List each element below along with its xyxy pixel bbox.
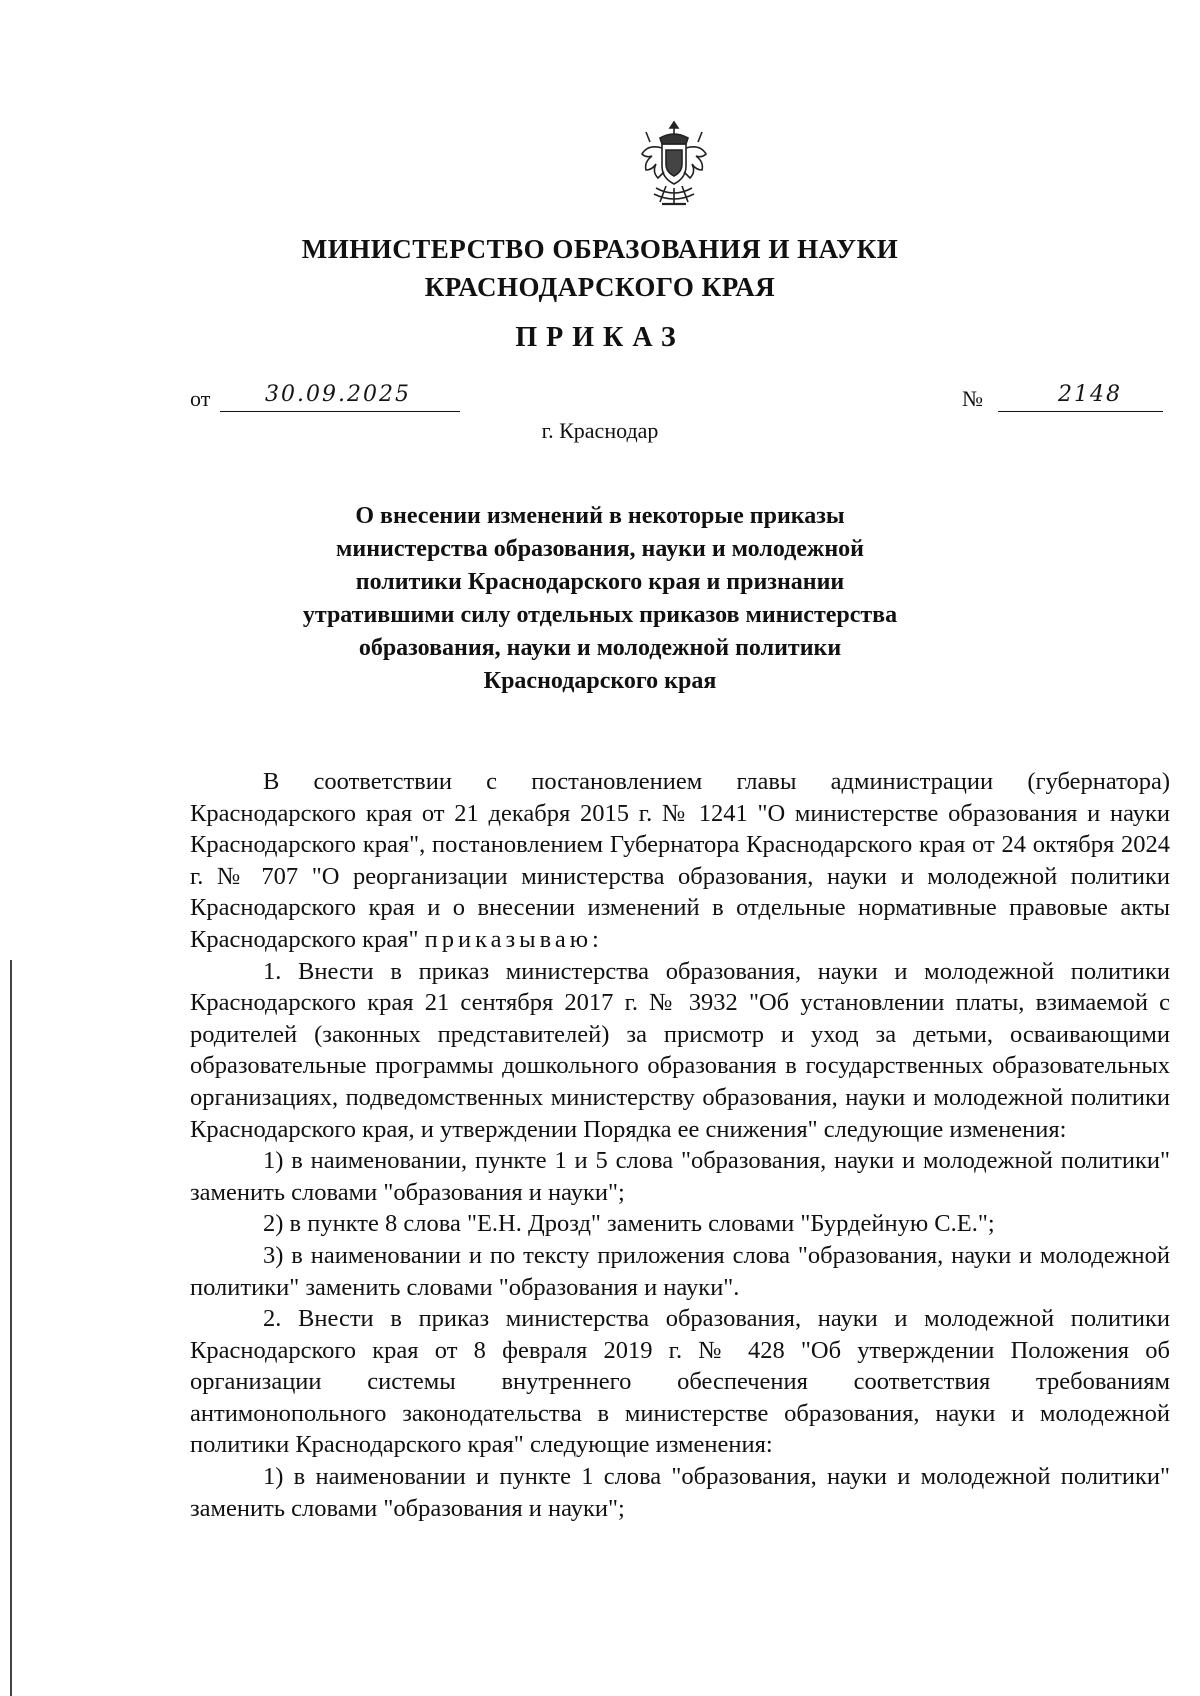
handwritten-date: 30.09.2025 — [265, 382, 411, 407]
scan-margin-line — [10, 960, 12, 1696]
document-type: ПРИКАЗ — [515, 322, 685, 353]
body-paragraph: 2. Внести в приказ министерства образования, науки и молодежной политики Краснодарского края от 8 февраля 2019 г. № 428 "Об утверждении Положения об организации системы внутреннего обеспечения соответствия требованиям антимонопольного законодательства в министерстве образования, науки и молодежной политики Краснодарского края" следующие изменения: — [190, 1305, 1170, 1459]
title-line: Краснодарского края — [483, 668, 717, 694]
date-number-row — [190, 382, 1170, 416]
body-paragraph: 1) в наименовании, пункте 1 и 5 слова "образования, науки и молодежной политики" заменить словами "образования и науки"; — [190, 1147, 1170, 1206]
document-title — [300, 500, 900, 698]
document-body — [190, 766, 1170, 1524]
body-paragraph: 1. Внести в приказ министерства образования, науки и молодежной политики Краснодарского края 21 сентября 2017 г. № 3932 "Об установлении платы, взимаемой с родителей (законных представителей) за присмотр и уход за детьми, осваивающими образовательные программы дошкольного образования в государственных образовательных организациях, подведомственных министерству образования, науки и молодежной политики Краснодарского края, и утверждении Порядка ее снижения" следующие изменения: — [190, 957, 1170, 1143]
intro-paragraph — [190, 766, 1170, 956]
ministry-line-2: КРАСНОДАРСКОГО КРАЯ — [424, 272, 776, 302]
title-line: утратившими силу отдельных приказов министерства — [302, 602, 898, 628]
title-line: политики Краснодарского края и признании — [355, 569, 845, 595]
number-field — [998, 382, 1163, 412]
intro-text: В соответствии с постановлением главы администрации (губернатора) Краснодарского края от 21 декабря 2015 г. № 1241 "О министерстве образования и науки Краснодарского края", постановлением Губернатора Краснодарского края от 24 октября 2024 г. № 707 "О реорганизации министерства образования, науки и молодежной политики Краснодарского края и о внесении изменений в отдельные нормативные правовые акты Краснодарского края" — [190, 768, 1170, 953]
body-paragraph: 3) в наименовании и по тексту приложения слова "образования, науки и молодежной политики" заменить словами "образования и науки". — [190, 1241, 1170, 1301]
title-line: О внесении изменений в некоторые приказы — [355, 503, 845, 529]
coat-of-arms-icon — [636, 118, 712, 210]
ministry-line-1: МИНИСТЕРСТВО ОБРАЗОВАНИЯ И НАУКИ — [301, 234, 899, 264]
body-paragraph: 1) в наименовании и пункте 1 слова "образования, науки и молодежной политики" заменить словами "образования и науки"; — [190, 1463, 1170, 1522]
date-field — [220, 382, 460, 412]
handwritten-number: 2148 — [1058, 382, 1122, 407]
city: г. Краснодар — [541, 418, 659, 443]
ministry-name — [0, 230, 1200, 306]
number-label: № — [962, 386, 983, 411]
order-word: приказываю: — [424, 925, 603, 953]
title-line: министерства образования, науки и молодежной — [336, 536, 864, 562]
body-paragraph: 2) в пункте 8 слова "Е.Н. Дрозд" заменить словами "Бурдейную С.Е."; — [263, 1210, 995, 1238]
title-line: образования, науки и молодежной политики — [358, 635, 842, 661]
date-label: от — [190, 386, 211, 411]
